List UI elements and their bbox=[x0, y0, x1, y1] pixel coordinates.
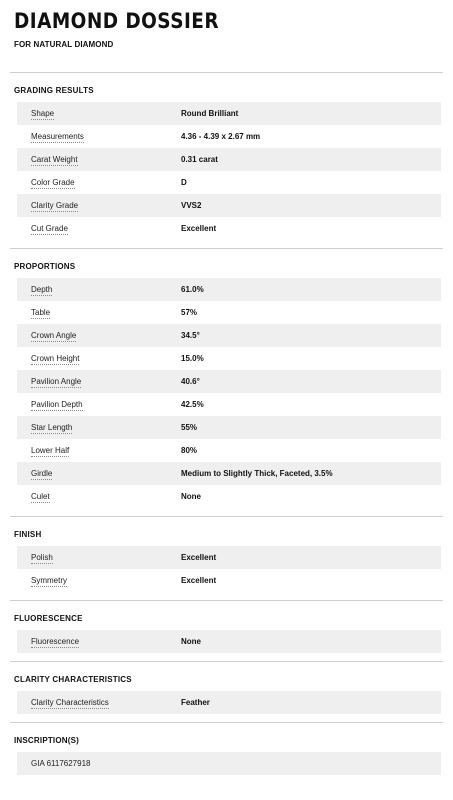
row-value: Medium to Slightly Thick, Faceted, 3.5% bbox=[181, 469, 333, 478]
divider bbox=[10, 72, 443, 73]
row-crown-angle bbox=[17, 324, 441, 347]
page-subtitle: FOR NATURAL DIAMOND bbox=[14, 40, 114, 49]
inscription-text: GIA 6117627918 bbox=[31, 759, 91, 768]
divider bbox=[10, 722, 443, 723]
row-table bbox=[17, 301, 441, 324]
row-value: Round Brilliant bbox=[181, 109, 239, 118]
row-value: 61.0% bbox=[181, 285, 204, 294]
section-title: CLARITY CHARACTERISTICS bbox=[14, 675, 132, 684]
dossier-header bbox=[0, 0, 453, 72]
section-grading-results bbox=[0, 79, 453, 248]
row-value: Excellent bbox=[181, 576, 217, 585]
page-title: DIAMOND DOSSIER bbox=[14, 9, 220, 33]
row-girdle bbox=[17, 462, 441, 485]
row-label[interactable]: Star Length bbox=[31, 423, 73, 432]
row-value: Excellent bbox=[181, 553, 217, 562]
row-label[interactable]: Pavilion Depth bbox=[31, 400, 83, 409]
row-label[interactable]: Clarity Grade bbox=[31, 201, 79, 210]
row-value: 40.6° bbox=[181, 377, 200, 386]
row-pavilion-angle bbox=[17, 370, 441, 393]
section-finish bbox=[0, 523, 453, 600]
row-label[interactable]: Fluorescence bbox=[31, 637, 80, 646]
row-value: 42.5% bbox=[181, 400, 204, 409]
row-value: 4.36 - 4.39 x 2.67 mm bbox=[181, 132, 261, 141]
section-title: INSCRIPTION(S) bbox=[14, 736, 80, 745]
row-label[interactable]: Table bbox=[31, 308, 51, 317]
row-label[interactable]: Girdle bbox=[31, 469, 53, 478]
row-label[interactable]: Lower Half bbox=[31, 446, 70, 455]
row-label[interactable]: Carat Weight bbox=[31, 155, 78, 164]
row-star-length bbox=[17, 416, 441, 439]
row-label[interactable]: Depth bbox=[31, 285, 53, 294]
row-color-grade bbox=[17, 171, 441, 194]
row-value: 34.5° bbox=[181, 331, 200, 340]
row-label[interactable]: Cut Grade bbox=[31, 224, 68, 233]
row-value: D bbox=[181, 178, 187, 187]
section-title: GRADING RESULTS bbox=[14, 86, 94, 95]
row-clarity-grade bbox=[17, 194, 441, 217]
row-value: None bbox=[181, 637, 201, 646]
section-proportions bbox=[0, 255, 453, 516]
row-label[interactable]: Polish bbox=[31, 553, 53, 562]
row-pavilion-depth bbox=[17, 393, 441, 416]
row-value: 55% bbox=[181, 423, 198, 432]
row-crown-height bbox=[17, 347, 441, 370]
row-polish bbox=[17, 546, 441, 569]
row-cut-grade bbox=[17, 217, 441, 240]
section-fluorescence bbox=[0, 607, 453, 661]
row-measurements bbox=[17, 125, 441, 148]
divider bbox=[10, 248, 443, 249]
row-label[interactable]: Crown Angle bbox=[31, 331, 77, 340]
row-symmetry bbox=[17, 569, 441, 592]
row-inscription bbox=[17, 752, 441, 775]
row-value: Feather bbox=[181, 698, 210, 707]
row-label[interactable]: Clarity Characteristics bbox=[31, 698, 109, 707]
row-clarity-characteristics bbox=[17, 691, 441, 714]
row-carat-weight bbox=[17, 148, 441, 171]
row-value: Excellent bbox=[181, 224, 217, 233]
row-label[interactable]: Culet bbox=[31, 492, 50, 501]
row-label[interactable]: Symmetry bbox=[31, 576, 67, 585]
row-label[interactable]: Crown Height bbox=[31, 354, 80, 363]
row-label[interactable]: Color Grade bbox=[31, 178, 75, 187]
row-value: VVS2 bbox=[181, 201, 202, 210]
row-value: 0.31 carat bbox=[181, 155, 218, 164]
section-title: PROPORTIONS bbox=[14, 262, 76, 271]
row-culet bbox=[17, 485, 441, 508]
row-label[interactable]: Shape bbox=[31, 109, 55, 118]
row-depth bbox=[17, 278, 441, 301]
row-fluorescence bbox=[17, 630, 441, 653]
section-title: FINISH bbox=[14, 530, 42, 539]
divider bbox=[10, 661, 443, 662]
row-value: None bbox=[181, 492, 201, 501]
row-lower-half bbox=[17, 439, 441, 462]
row-value: 15.0% bbox=[181, 354, 204, 363]
section-title: FLUORESCENCE bbox=[14, 614, 83, 623]
row-label[interactable]: Pavilion Angle bbox=[31, 377, 82, 386]
section-clarity-characteristics bbox=[0, 668, 453, 722]
divider bbox=[10, 516, 443, 517]
row-value: 57% bbox=[181, 308, 198, 317]
row-shape bbox=[17, 102, 441, 125]
divider bbox=[10, 600, 443, 601]
section-inscriptions bbox=[0, 729, 453, 783]
row-value: 80% bbox=[181, 446, 198, 455]
row-label[interactable]: Measurements bbox=[31, 132, 84, 141]
